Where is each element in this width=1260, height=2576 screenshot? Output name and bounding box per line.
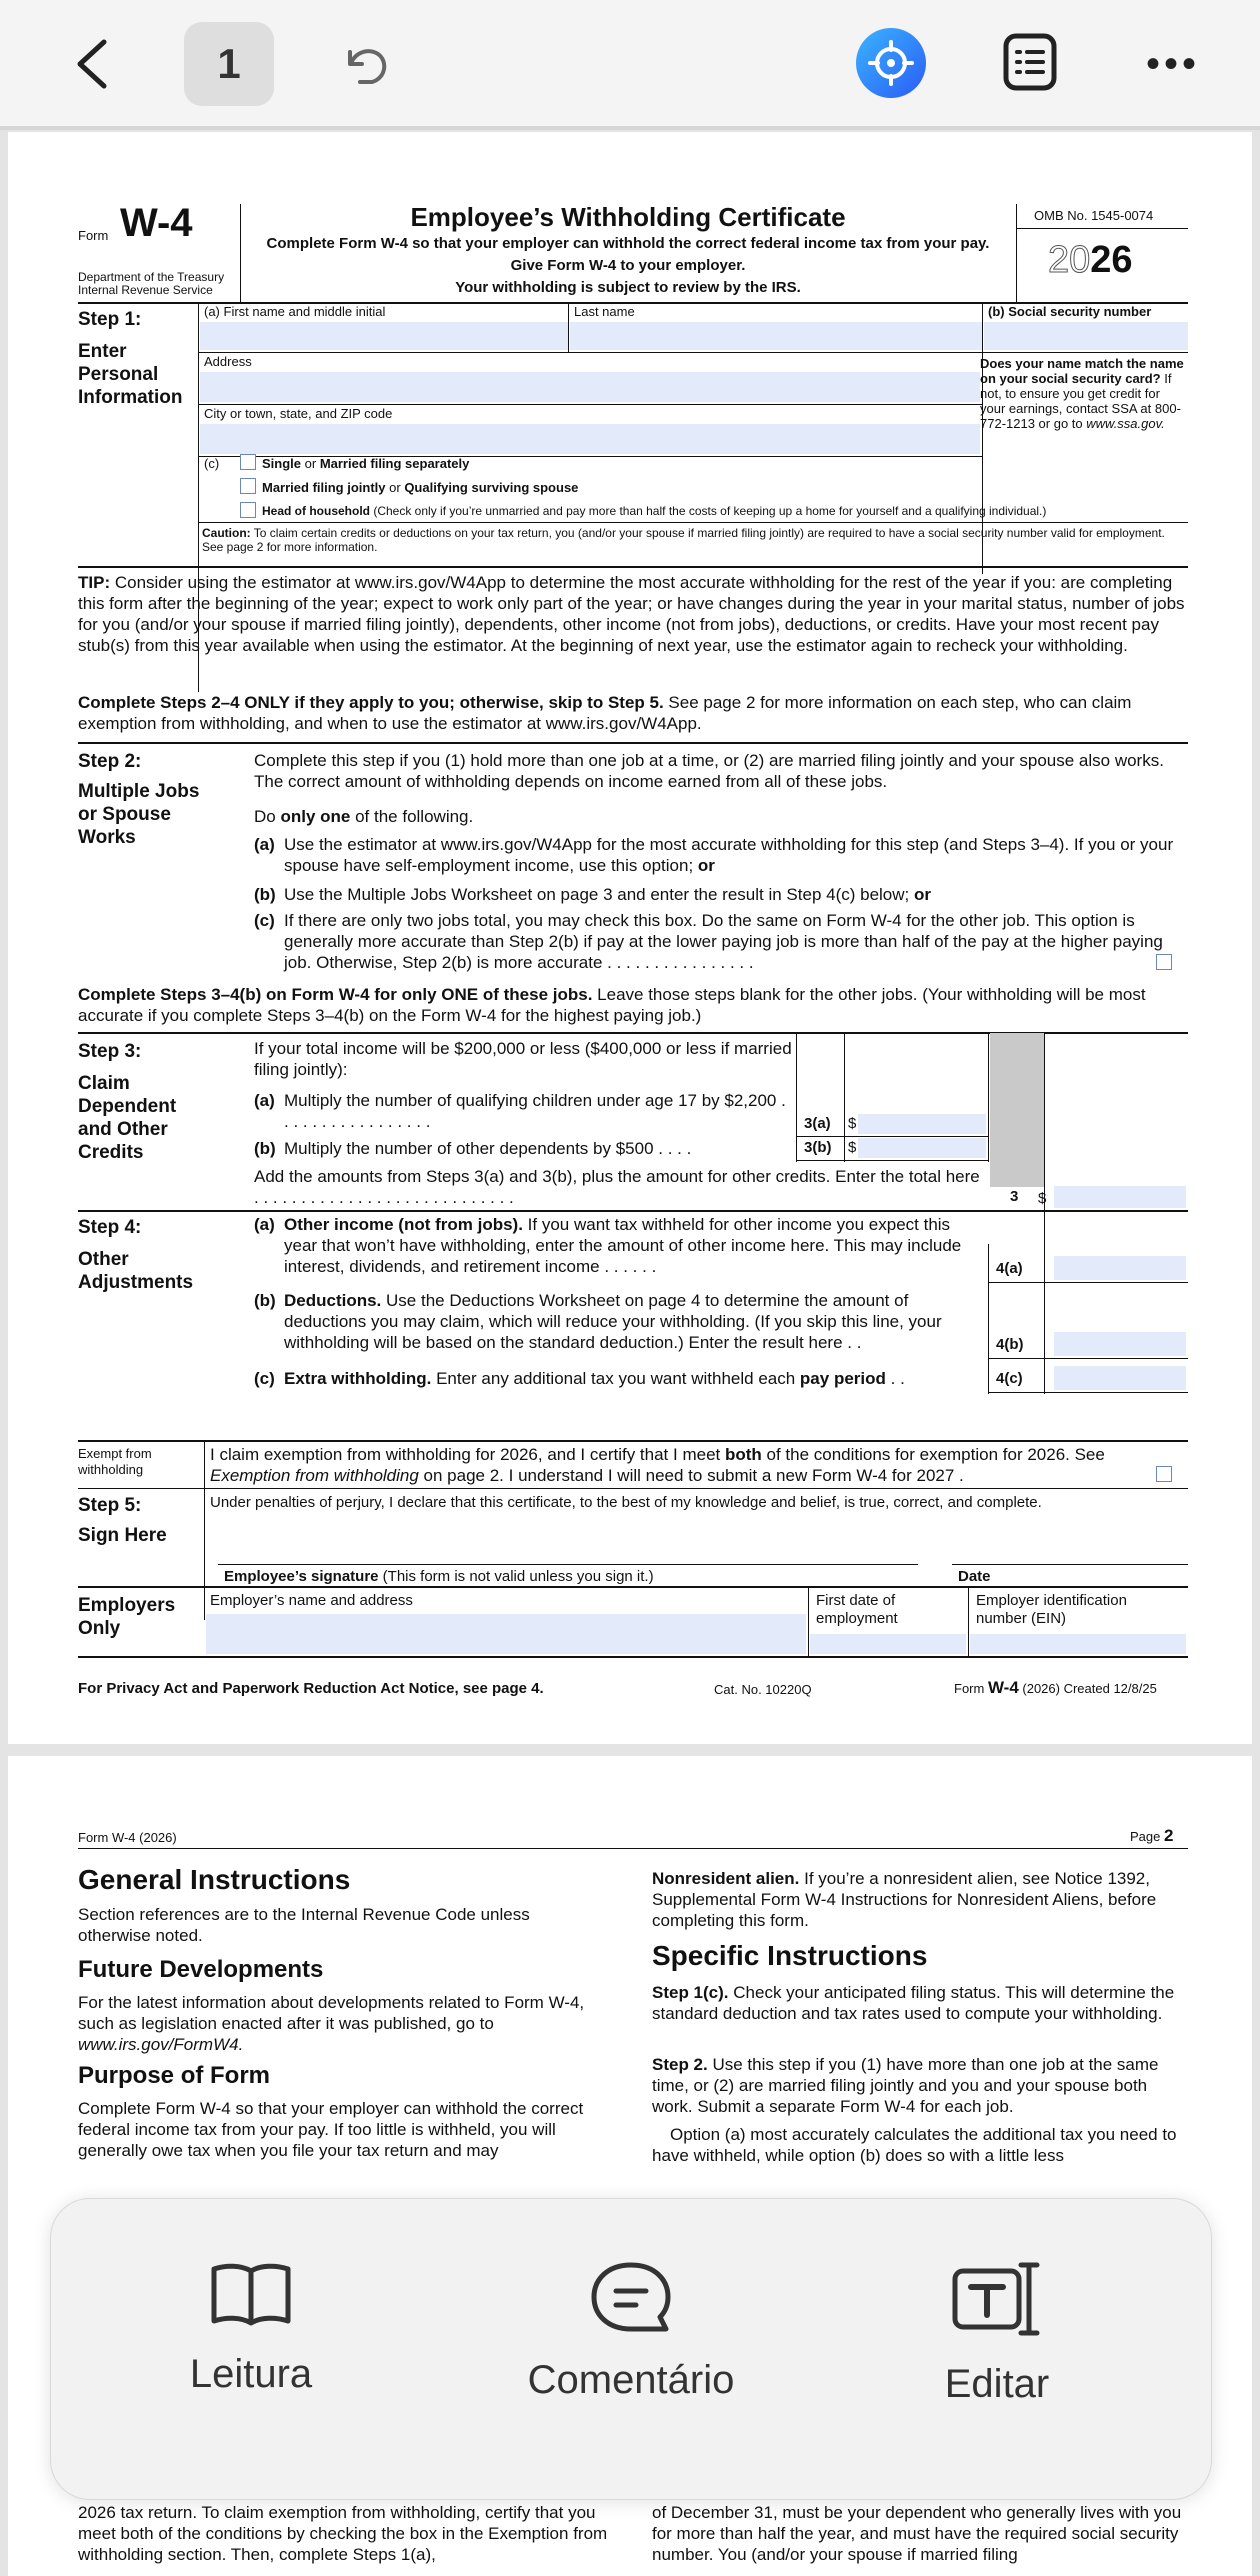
exempt-label-2: withholding: [78, 1462, 144, 1477]
ssn-field[interactable]: [984, 322, 1188, 350]
omb-number: OMB No. 1545-0074: [1034, 208, 1154, 223]
comment-label: Comentário: [527, 2358, 735, 2402]
general-instructions-title: General Instructions: [78, 1864, 351, 1895]
step3-intro: If your total income will be $200,000 or less ($400,000 or less if married filing jointly):: [254, 1039, 792, 1079]
form-subtitle-3: Your withholding is subject to review by the IRS.: [455, 279, 801, 296]
date-label: Date: [958, 1568, 991, 1585]
step2-title: Multiple Jobs or Spouse Works: [78, 781, 200, 848]
signature-label: Employee’s signature (This form is not valid unless you sign it.): [224, 1568, 654, 1585]
step3-a-label: (a): [254, 1091, 275, 1110]
tax-year: 2026: [1048, 239, 1133, 281]
comment-icon: [481, 2259, 781, 2340]
step1c-text: Step 1(c). Check your anticipated filing status. This will determine the standard deduction and tax rates used to compute your withholding.: [652, 1983, 1175, 2023]
two-jobs-checkbox[interactable]: [1156, 954, 1172, 970]
form-word: Form: [78, 228, 109, 243]
head-of-household-checkbox[interactable]: [240, 502, 256, 518]
edit-button[interactable]: [847, 2259, 1147, 2407]
page2-header-left: Form W-4 (2026): [78, 1830, 177, 1845]
top-toolbar: [0, 0, 1260, 130]
step4-b-text: Deductions. Use the Deductions Worksheet on page 4 to determine the amount of deductions you may claim, which will reduce your withholding. (If you skip this line, your withholding will be based on the standard deduction.) Enter the result here . .: [284, 1291, 942, 1352]
last-name-label: Last name: [574, 304, 635, 319]
form-page-1: [8, 132, 1252, 1744]
ssn-label: (b) Social security number: [988, 304, 1152, 319]
form-subtitle-2: Give Form W-4 to your employer.: [510, 257, 746, 274]
step2-do-one: Do only one of the following.: [254, 807, 474, 826]
address-label: Address: [204, 354, 252, 369]
first-date-label: First date of employment: [816, 1592, 898, 1627]
edit-label: Editar: [944, 2362, 1050, 2406]
step1-label: Step 1:: [78, 309, 142, 330]
opt-single: Single or Married filing separately: [262, 456, 470, 471]
employer-name-field[interactable]: [206, 1614, 806, 1654]
option-a-text: Option (a) most accurately calculates the additional tax you need to have withheld, while option (b) does so with a little less: [652, 2125, 1177, 2165]
line-3b-field[interactable]: [858, 1138, 986, 1158]
line-4b-field[interactable]: [1054, 1332, 1186, 1356]
dept-treasury: Department of the Treasury: [78, 270, 225, 284]
line-4c-label: 4(c): [996, 1370, 1023, 1387]
book-icon: [101, 2259, 401, 2334]
step2-b-text: Use the Multiple Jobs Worksheet on page 3 and enter the result in Step 4(c) below; or: [284, 885, 931, 904]
page2-bottom-right: of December 31, must be your dependent who generally lives with you for more than half the year, and must have the required social security number. You (and/or your spouse if married filing: [652, 2503, 1182, 2564]
step4-b-label: (b): [254, 1291, 276, 1310]
last-name-field[interactable]: [570, 322, 982, 350]
employer-name-label: Employer’s name and address: [210, 1592, 413, 1609]
step3-label: Step 3:: [78, 1041, 142, 1062]
line-3b-dollar: $: [848, 1139, 857, 1156]
first-name-label: (a) First name and middle initial: [204, 304, 386, 319]
step4-a-text: Other income (not from jobs). If you want tax withheld for other income you expect this year that won’t have withholding, enter the amount of other income here. This may include interest, dividends, and retirement income . . . . . .: [284, 1215, 962, 1276]
form-name: W-4: [120, 201, 193, 245]
exempt-label-1: Exempt from: [78, 1446, 152, 1461]
irs-label: Internal Revenue Service: [78, 283, 213, 297]
steps34-note: Complete Steps 3–4(b) on Form W-4 for only ONE of these jobs. Leave those steps blank for the other jobs. (Your withholding will be most accurate if you complete Steps 3–4(b) on the Form W-4 for the highest paying job.): [78, 985, 1146, 1025]
line-3-field[interactable]: [1054, 1186, 1186, 1208]
step2-a-label: (a): [254, 835, 275, 854]
single-checkbox[interactable]: [240, 454, 256, 470]
line-3a-field[interactable]: [858, 1114, 986, 1134]
page2-header-right: Page 2: [1130, 1826, 1174, 1845]
reading-mode-button[interactable]: [101, 2259, 401, 2397]
ein-label: Employer identification number (EIN): [976, 1592, 1127, 1627]
line-4c-field[interactable]: [1054, 1366, 1186, 1390]
ssa-note: Does your name match the name on your social security card? If not, to ensure you get credit for your earnings, contact SSA at 800-772-1213 or go to www.ssa.gov.: [980, 356, 1184, 431]
shaded-column: [990, 1033, 1044, 1187]
step2-a-text: Use the estimator at www.irs.gov/W4App for the most accurate withholding for this step (and Steps 3–4). If you or your spouse have self-employment income, use this option; or: [284, 835, 1174, 875]
line-3a-dollar: $: [848, 1115, 857, 1132]
more-options-icon[interactable]: •••: [1146, 42, 1201, 86]
exempt-text: I claim exemption from withholding for 2026, and I certify that I meet both of the conditions for exemption for 2026. See Exemption from withholding on page 2. I understand I will need to submit a new Form W-4 for 2027 .: [210, 1445, 1105, 1485]
step5-label: Step 5:: [78, 1495, 142, 1516]
step1-title: Enter Personal Information: [78, 341, 183, 408]
step5-title: Sign Here: [78, 1525, 167, 1546]
page-number-button[interactable]: 1: [184, 22, 274, 106]
general-instructions-text: Section references are to the Internal Revenue Code unless otherwise noted.: [78, 1905, 530, 1945]
future-developments-title: Future Developments: [78, 1956, 324, 1983]
nonresident-alien-text: Nonresident alien. If you’re a nonresident alien, see Notice 1392, Supplemental Form W-4 Instructions for Nonresident Aliens, before completing this form.: [652, 1869, 1157, 1930]
step4-c-label: (c): [254, 1369, 275, 1388]
complete-steps-note: Complete Steps 2–4 ONLY if they apply to you; otherwise, skip to Step 5. See page 2 for more information on each step, who can claim exemption from withholding, and when to use the estimator at www.irs.gov/W4App.: [78, 693, 1132, 733]
married-jointly-checkbox[interactable]: [240, 478, 256, 494]
opt-head-of-household: Head of household (Check only if you’re unmarried and pay more than half the costs of keeping up a home for yourself and a qualifying individual.): [262, 504, 1047, 518]
tip-paragraph: TIP: Consider using the estimator at www.irs.gov/W4App to determine the most accurate withholding for the rest of the year if you: are completing this form after the beginning of the year; expect to work only part of the year; or have changes during the year in your marital status, number of jobs for you (and/or your spouse if married filing jointly), dependents, other income (not from jobs), deductions, or credits. Have your most recent pay stub(s) from this year available when using the estimator. At the beginning of next year, use the estimator again to recheck your withholding.: [78, 573, 1185, 655]
caution-note: Caution: To claim certain credits or deductions on your tax return, you (and/or your spouse if married filing jointly) are required to have a social security number valid for employment. See page 2 for more information.: [202, 526, 1165, 554]
address-field[interactable]: [200, 372, 980, 402]
cat-number: Cat. No. 10220Q: [714, 1682, 812, 1697]
step4-c-text: Extra withholding. Enter any additional tax you want withheld each pay period . .: [284, 1369, 905, 1388]
line-3a-label: 3(a): [804, 1115, 831, 1132]
form-footer-id: Form W-4 (2026) Created 12/8/25: [954, 1678, 1157, 1697]
step2-c-text: If there are only two jobs total, you may check this box. Do the same on Form W-4 for the other job. This option is generally more accurate than Step 2(b) if pay at the lower paying job is more than half of the pay at the higher paying job. Otherwise, Step 2(b) is more accurate . . . . . . . . . . . . . . . .: [284, 911, 1163, 972]
line-3-label: 3: [1010, 1188, 1019, 1205]
filing-status-c: (c): [204, 456, 220, 471]
text-edit-icon: [847, 2259, 1147, 2344]
step3-add-text: Add the amounts from Steps 3(a) and 3(b), plus the amount for other credits. Enter the total here . . . . . . . . . . . . . . . . . . . . . . . . . . . .: [254, 1167, 980, 1207]
first-name-field[interactable]: [200, 322, 568, 350]
step3-title: Claim Dependent and Other Credits: [78, 1073, 177, 1163]
page2-bottom-left: 2026 tax return. To claim exemption from withholding, certify that you meet both of the conditions by checking the box in the Exemption from withholding section. Then, complete Steps 1(a),: [78, 2503, 608, 2564]
specific-instructions-title: Specific Instructions: [652, 1940, 928, 1971]
step2-label: Step 2:: [78, 751, 142, 772]
line-4a-field[interactable]: [1054, 1256, 1186, 1280]
opt-married-jointly: Married filing jointly or Qualifying surviving spouse: [262, 480, 579, 495]
line-3b-label: 3(b): [804, 1139, 832, 1156]
line-4a-label: 4(a): [996, 1260, 1023, 1277]
perjury-statement: Under penalties of perjury, I declare that this certificate, to the best of my knowledge and belief, is true, correct, and complete.: [210, 1494, 1042, 1511]
privacy-notice: For Privacy Act and Paperwork Reduction Act Notice, see page 4.: [78, 1680, 544, 1697]
step3-b-text: Multiply the number of other dependents by $500 . . . .: [284, 1139, 692, 1158]
purpose-of-form-title: Purpose of Form: [78, 2062, 271, 2089]
step3-a-text: Multiply the number of qualifying children under age 17 by $2,200 . . . . . . . . . . . . . . . . .: [284, 1091, 786, 1131]
document-list-icon[interactable]: [1000, 30, 1060, 94]
step2-instructions-text: Step 2. Use this step if you (1) have more than one job at the same time, or (2) are married filing jointly and you and your spouse both work. Submit a separate Form W-4 for each job.: [652, 2055, 1159, 2116]
line-4b-label: 4(b): [996, 1336, 1024, 1353]
first-date-field[interactable]: [810, 1634, 966, 1654]
purpose-of-form-text: Complete Form W-4 so that your employer can withhold the correct federal income tax from your pay. If too little is withheld, you will generally owe tax when you file your tax return and may: [78, 2099, 584, 2160]
line-3-dollar: $: [1038, 1190, 1047, 1207]
signature-field[interactable]: [218, 1528, 958, 1562]
ein-field[interactable]: [970, 1634, 1186, 1654]
future-developments-text: For the latest information about developments related to Form W-4, such as legislation enacted after it was published, go to www.irs.gov/FormW4.: [78, 1993, 585, 2054]
step2-intro: Complete this step if you (1) hold more than one job at a time, or (2) are married filing jointly and your spouse also works. The correct amount of withholding depends on income earned from all of these jobs.: [254, 751, 1164, 791]
undo-icon[interactable]: [338, 36, 394, 92]
step3-b-label: (b): [254, 1139, 276, 1158]
bottom-action-sheet: [50, 2198, 1212, 2500]
form-subtitle-1: Complete Form W-4 so that your employer can withhold the correct federal income tax from your pay.: [266, 235, 990, 252]
step4-label: Step 4:: [78, 1217, 142, 1238]
city-label: City or town, state, and ZIP code: [204, 406, 393, 421]
step4-title: Other Adjustments: [78, 1249, 194, 1293]
city-field[interactable]: [200, 424, 980, 454]
back-arrow-icon[interactable]: [68, 34, 118, 94]
employers-only-label: Employers Only: [78, 1595, 176, 1639]
step2-b-label: (b): [254, 885, 276, 904]
date-field[interactable]: [952, 1528, 1188, 1562]
comment-button[interactable]: [481, 2259, 781, 2403]
exempt-checkbox[interactable]: [1156, 1466, 1172, 1482]
reading-label: Leitura: [189, 2352, 313, 2396]
step4-a-label: (a): [254, 1215, 275, 1234]
step2-c-label: (c): [254, 911, 275, 930]
ai-assistant-icon[interactable]: [856, 28, 926, 98]
form-title: Employee’s Withholding Certificate: [410, 202, 846, 232]
